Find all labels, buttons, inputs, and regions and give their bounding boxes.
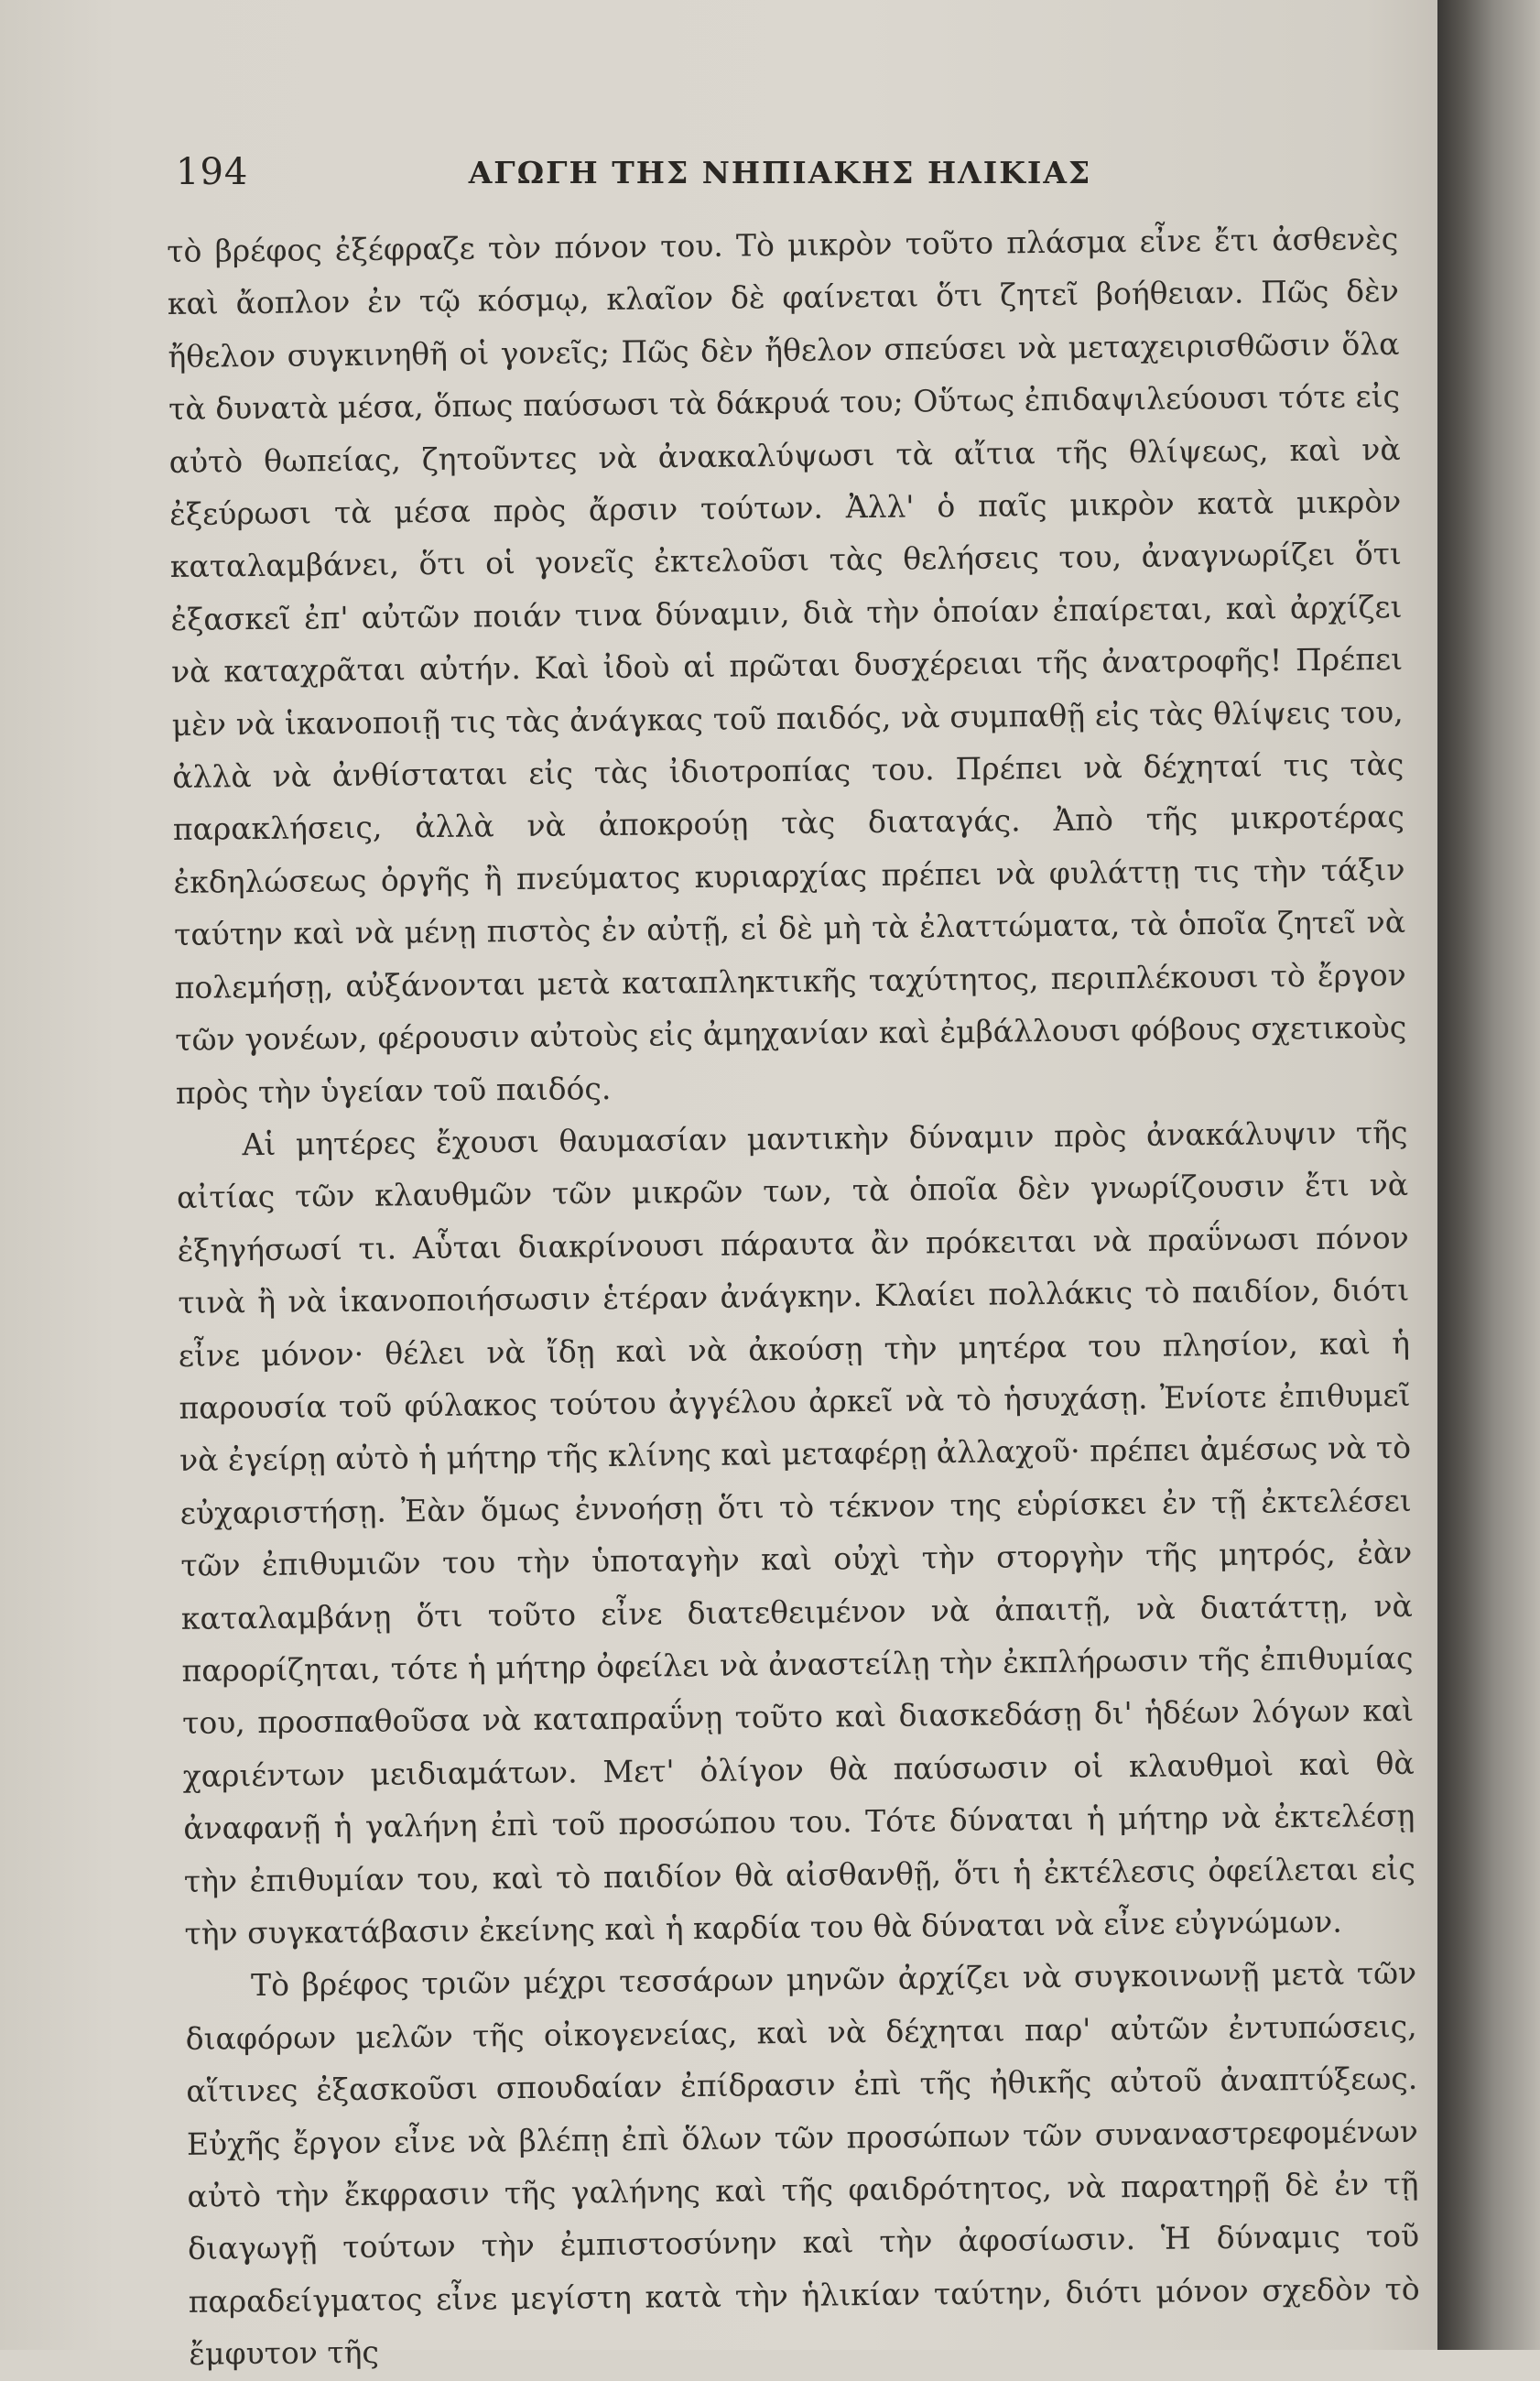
paragraph: Τὸ βρέφος τριῶν μέχρι τεσσάρων μηνῶν ἀρχίζει νὰ συγκοινωνῇ μετὰ τῶν διαφόρων μελῶν τῆς οἰκογενείας, καὶ νὰ δέχηται παρ' αὐτῶν ἐντυπώσεις, αἵτινες ἐξασκοῦσι σπουδαίαν ἐπίδρασιν ἐπὶ τῆς ἠθικῆς αὐτοῦ ἀναπτύξεως. Εὐχῆς ἔργον εἶνε νὰ βλέπῃ ἐπὶ ὅλων τῶν προσώπων τῶν συναναστρεφομένων αὐτὸ τὴν ἔκφρασιν τῆς γαλήνης καὶ τῆς φαιδρότητος, νὰ παρατηρῇ δὲ ἐν τῇ διαγωγῇ τούτων τὴν ἐμπιστοσύνην καὶ τὴν ἀφοσίωσιν. Ἡ δύναμις τοῦ παραδείγματος εἶνε μεγίστη κατὰ τὴν ἡλικίαν ταύτην, διότι μόνον σχεδὸν τὸ ἔμφυτον τῆς	[185, 1955, 1420, 2373]
paragraph: Αἱ μητέρες ἔχουσι θαυμασίαν μαντικὴν δύναμιν πρὸς ἀνακάλυψιν τῆς αἰτίας τῶν κλαυθμῶν τῶν μικρῶν των, τὰ ὁποῖα δὲν γνωρίζουσιν ἔτι νὰ ἐξηγήσωσί τι. Αὗται διακρίνουσι πάραυτα ἂν πρόκειται νὰ πραΰνωσι πόνον τινὰ ἢ νὰ ἱκανοποιήσωσιν ἑτέραν ἀνάγκην. Κλαίει πολλάκις τὸ παιδίον, διότι εἶνε μόνον· θέλει νὰ ἴδῃ καὶ νὰ ἀκούσῃ τὴν μητέρα του πλησίον, καὶ ἡ παρουσία τοῦ φύλακος τούτου ἀγγέλου ἀρκεῖ νὰ τὸ ἡσυχάσῃ. Ἐνίοτε ἐπιθυμεῖ νὰ ἐγείρῃ αὐτὸ ἡ μήτηρ τῆς κλίνης καὶ μεταφέρῃ ἀλλαχοῦ· πρέπει ἀμέσως νὰ τὸ εὐχαριστήσῃ. Ἐὰν ὅμως ἐννοήσῃ ὅτι τὸ τέκνον της εὑρίσκει ἐν τῇ ἐκτελέσει τῶν ἐπιθυμιῶν του τὴν ὑποταγὴν καὶ οὐχὶ τὴν στοργὴν τῆς μητρός, ἐὰν καταλαμβάνῃ ὅτι τοῦτο εἶνε διατεθειμένον νὰ ἀπαιτῇ, νὰ διατάττῃ, νὰ παρορίζηται, τότε ἡ μήτηρ ὀφείλει νὰ ἀναστείλῃ τὴν ἐκπλήρωσιν τῆς ἐπιθυμίας του, προσπαθοῦσα νὰ καταπραΰνῃ τοῦτο καὶ διασκεδάσῃ δι' ἡδέων λόγων καὶ χαριέντων μειδιαμάτων. Μετ' ὀλίγον θὰ παύσωσιν οἱ κλαυθμοὶ καὶ θὰ ἀναφανῇ ἡ γαλήνη ἐπὶ τοῦ προσώπου του. Τότε δύναται ἡ μήτηρ νὰ ἐκτελέσῃ τὴν ἐπιθυμίαν του, καὶ τὸ παιδίον θὰ αἰσθανθῇ, ὅτι ἡ ἐκτέλεσις ὀφείλεται εἰς τὴν συγκατάβασιν ἐκείνης καὶ ἡ καρδία του θὰ δύναται νὰ εἶνε εὐγνώμων.	[176, 1114, 1416, 1952]
page-number: 194	[176, 151, 249, 193]
page-edge-shadow	[1437, 0, 1540, 2350]
paragraph: τὸ βρέφος ἐξέφραζε τὸν πόνον του. Τὸ μικρὸν τοῦτο πλάσμα εἶνε ἔτι ἀσθενὲς καὶ ἄοπλον ἐν τῷ κόσμῳ, κλαῖον δὲ φαίνεται ὅτι ζητεῖ βοήθειαν. Πῶς δὲν ἤθελον συγκινηθῆ οἱ γονεῖς; Πῶς δὲν ἤθελον σπεύσει νὰ μεταχειρισθῶσιν ὅλα τὰ δυνατὰ μέσα, ὅπως παύσωσι τὰ δάκρυά του; Οὕτως ἐπιδαψιλεύουσι τότε εἰς αὐτὸ θωπείας, ζητοῦντες νὰ ἀνακαλύψωσι τὰ αἴτια τῆς θλίψεως, καὶ νὰ ἐξεύρωσι τὰ μέσα πρὸς ἄρσιν τούτων. Ἀλλ' ὁ παῖς μικρὸν κατὰ μικρὸν καταλαμβάνει, ὅτι οἱ γονεῖς ἐκτελοῦσι τὰς θελήσεις του, ἀναγνωρίζει ὅτι ἐξασκεῖ ἐπ' αὐτῶν ποιάν τινα δύναμιν, διὰ τὴν ὁποίαν ἐπαίρεται, καὶ ἀρχίζει νὰ καταχρᾶται αὐτήν. Καὶ ἰδοὺ αἱ πρῶται δυσχέρειαι τῆς ἀνατροφῆς! Πρέπει μὲν νὰ ἱκανοποιῇ τις τὰς ἀνάγκας τοῦ παιδός, νὰ συμπαθῇ εἰς τὰς θλίψεις του, ἀλλὰ νὰ ἀνθίσταται εἰς τὰς ἰδιοτροπίας του. Πρέπει νὰ δέχηταί τις τὰς παρακλήσεις, ἀλλὰ νὰ ἀποκρούῃ τὰς διαταγάς. Ἀπὸ τῆς μικροτέρας ἐκδηλώσεως ὀργῆς ἢ πνεύματος κυριαρχίας πρέπει νὰ φυλάττῃ τις τὴν τάξιν ταύτην καὶ νὰ μένῃ πιστὸς ἐν αὐτῇ, εἰ δὲ μὴ τὰ ἐλαττώματα, τὰ ὁποῖα ζητεῖ νὰ πολεμήσῃ, αὐξάνονται μετὰ καταπληκτικῆς ταχύτητος, περιπλέκουσι τὸ ἔργον τῶν γονέων, φέρουσιν αὐτοὺς εἰς ἀμηχανίαν καὶ ἐμβάλλουσι φόβους σχετικοὺς πρὸς τὴν ὑγείαν τοῦ παιδός.	[167, 220, 1407, 1111]
body-text	[167, 212, 1421, 2381]
page-header	[176, 151, 1384, 206]
running-title: ΑΓΩΓΗ ΤΗΣ ΝΗΠΙΑΚΗΣ ΗΛΙΚΙΑΣ	[468, 155, 1092, 190]
